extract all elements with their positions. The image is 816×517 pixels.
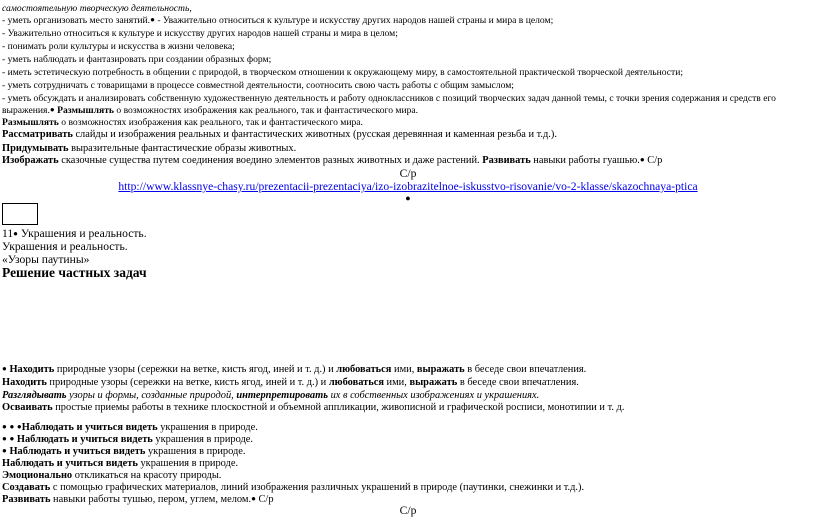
line-text: навыки работы тушью, пером, углем, мелом. <box>50 494 252 505</box>
line-text: с помощью графических материалов, линий изображения различных украшений в природе (паутинки, снежинки и т.д.). <box>50 482 585 493</box>
text-line <box>2 81 514 91</box>
line-text: С/р <box>255 494 274 505</box>
lesson-subtitle: «Узоры паутины» <box>2 253 90 266</box>
bullet-icon: ● <box>16 422 22 431</box>
line-text: Наблюдать и учиться видеть <box>21 422 158 433</box>
bullet-icon: ● <box>13 229 19 238</box>
text-line <box>2 391 539 401</box>
line-text: украшения в природе. <box>137 458 239 469</box>
line-text: Эмоционально <box>2 470 73 481</box>
bullet-icon: ● <box>9 434 15 443</box>
line-text: Размышлять <box>2 117 59 128</box>
bullet-icon: ● <box>2 434 7 443</box>
line-text: украшения в природе. <box>157 422 258 433</box>
line-text: простые приемы работы в технике плоскостной и объемной аппликации, живописной и графической росписи, монотипии и т. д. <box>52 402 625 413</box>
bullet-icon: ● <box>9 422 15 431</box>
line-text: Изображать <box>2 155 59 166</box>
text-line <box>2 483 584 493</box>
line-text: навыки работы гуашью. <box>530 155 640 166</box>
cp-label: С/р <box>399 167 417 180</box>
line-text: в беседе свои впечатления. <box>464 364 587 375</box>
text-line <box>2 403 624 413</box>
line-text: ими, <box>383 377 410 388</box>
text-line <box>2 68 683 78</box>
line-text: Наблюдать и учиться видеть <box>2 458 138 469</box>
line-text: Разглядывать <box>2 390 67 401</box>
section-heading: Решение частных задач <box>2 265 147 280</box>
line-text: Осваивать <box>2 402 53 413</box>
line-text: - уметь обсуждать и анализировать собственную художественную деятельность и работу одноклассников с позиций творческих задач данной темы, с точки зрения содержания и средств его <box>2 93 776 104</box>
lesson-title: Украшения и реальность. <box>2 240 128 253</box>
line-text: Рассматривать <box>2 129 73 140</box>
line-text: Находить <box>2 377 47 388</box>
line-text: - иметь эстетическую потребность в общении с природой, в творческом отношении к окружающему миру, в самостоятельной практической творческой деятельности; <box>2 67 684 78</box>
line-text: Украшения и реальность. <box>18 227 147 240</box>
line-text: слайды и изображения реальных и фантастических животных (русская деревянная и каменная резьба и т.д.). <box>72 129 557 140</box>
text-line <box>2 94 776 104</box>
line-text: природные узоры (сережки на ветке, кисть ягод, иней и т. д.) и <box>46 377 329 388</box>
line-text: Развивать <box>2 494 51 505</box>
resource-link[interactable]: http://www.klassnye-chasy.ru/prezentacii-prezentaciya/izo-izobrazitelnoe-iskusstvo-risovanie/vo-2-klasse/skazochnaya-ptica <box>118 180 698 193</box>
line-text: Наблюдать и учиться видеть <box>9 446 146 457</box>
line-text: любоваться <box>328 377 384 388</box>
line-text: - Уважительно относиться к культуре и искусству других народов нашей страны и мира в целом; <box>154 15 554 26</box>
bullet-icon: ● <box>2 364 7 373</box>
bullet-icon: ● <box>251 494 256 503</box>
line-text: Развивать <box>482 155 531 166</box>
text-line <box>2 459 238 469</box>
line-text: самостоятельную творческую деятельность, <box>2 3 192 14</box>
text-line <box>2 423 258 433</box>
text-line <box>2 42 235 52</box>
text-line <box>2 144 296 154</box>
text-line <box>2 495 274 505</box>
cp-label: С/р <box>399 504 417 517</box>
line-text: о возможностях изображения как реального, так и фантастического мира. <box>58 117 363 128</box>
line-text: их в собственных изображениях и украшениях. <box>327 390 540 401</box>
line-text: выражать <box>416 364 465 375</box>
line-text: о возможностях изображения как реального, так и фантастического мира. <box>114 105 419 116</box>
text-line <box>2 29 398 39</box>
line-text: любоваться <box>336 364 392 375</box>
empty-cell-box <box>2 203 38 225</box>
text-line <box>2 16 553 26</box>
line-text: - Уважительно относиться к культуре и искусству других народов нашей страны и мира в целом; <box>2 28 398 39</box>
line-text: выражать <box>409 377 458 388</box>
text-line <box>2 55 271 65</box>
text-line <box>2 365 586 375</box>
line-text: - понимать роли культуры и искусства в жизни человека; <box>2 41 235 52</box>
line-text: Создавать <box>2 482 51 493</box>
text-line <box>2 378 579 388</box>
line-text: откликаться на красоту природы. <box>72 470 222 481</box>
line-text: Придумывать <box>2 143 69 154</box>
line-text: выражения. <box>2 105 50 116</box>
line-text: - уметь наблюдать и фантазировать при создании образных форм; <box>2 54 272 65</box>
line-text: Наблюдать и учиться видеть <box>16 434 153 445</box>
line-text: узоры и формы, созданные природой, <box>66 390 237 401</box>
bullet-icon: ● <box>405 193 411 203</box>
text-line <box>2 106 418 116</box>
line-text: украшения в природе. <box>145 446 246 457</box>
line-text: в беседе свои впечатления. <box>457 377 579 388</box>
line-text: - уметь сотрудничать с товарищами в процессе совместной деятельности, соотносить свою часть работы с общим замыслом; <box>2 80 514 91</box>
line-text: сказочные существа путем соединения воедино элементов разных животных и даже растений. <box>58 155 483 166</box>
bullet-icon: ● <box>2 422 7 431</box>
lesson-title-line <box>2 228 147 240</box>
bullet-icon: ● <box>2 446 7 455</box>
resource-link-line <box>0 181 816 193</box>
bullet-icon: ● <box>150 15 155 24</box>
line-text: 11 <box>2 227 14 240</box>
text-line <box>2 118 363 128</box>
text-line <box>2 156 662 166</box>
text-line <box>2 435 253 445</box>
line-text: украшения в природе. <box>152 434 253 445</box>
line-text: интерпретировать <box>236 390 328 401</box>
text-line <box>2 471 221 481</box>
text-line <box>2 130 557 140</box>
line-text: выразительные фантастические образы животных. <box>68 143 297 154</box>
line-text: Размышлять <box>57 105 114 116</box>
line-text: С/р <box>644 155 663 166</box>
line-text: ими, <box>391 364 417 375</box>
text-line <box>2 4 192 14</box>
line-text: природные узоры (сережки на ветке, кисть ягод, иней и т. д.) и <box>54 364 337 375</box>
line-text: Находить <box>9 364 55 375</box>
line-text: - уметь организовать место занятий. <box>2 15 151 26</box>
text-line <box>2 447 246 457</box>
bullet-icon: ● <box>639 155 645 164</box>
bullet-icon: ● <box>49 105 55 114</box>
